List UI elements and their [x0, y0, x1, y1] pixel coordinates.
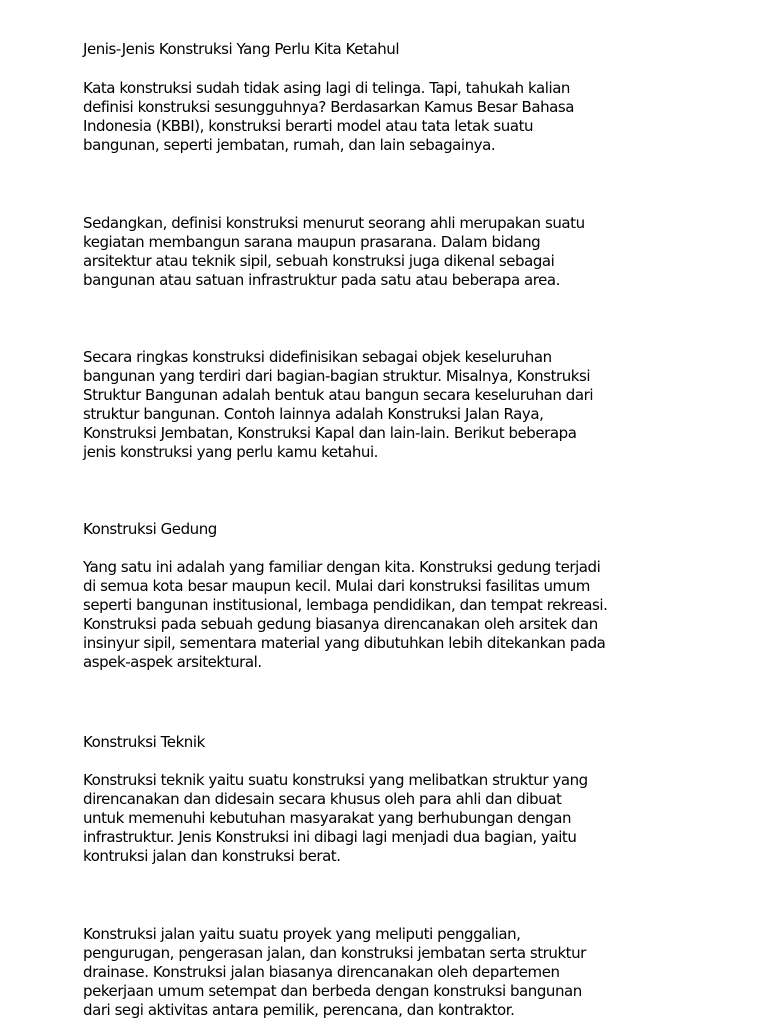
- paragraph-line: direncanakan dan didesain secara khusus oleh para ahli dan dibuat: [83, 790, 562, 808]
- paragraph-line: Secara ringkas konstruksi didefinisikan sebagai objek keseluruhan: [83, 348, 552, 366]
- paragraph-line: bangunan atau satuan infrastruktur pada satu atau beberapa area.: [83, 271, 560, 289]
- section-heading-gedung: Konstruksi Gedung: [83, 520, 217, 538]
- paragraph-line: bangunan yang terdiri dari bagian-bagian struktur. Misalnya, Konstruksi: [83, 367, 591, 385]
- paragraph-line: Kata konstruksi sudah tidak asing lagi di telinga. Tapi, tahukah kalian: [83, 79, 570, 97]
- paragraph-line: Konstruksi Jembatan, Konstruksi Kapal dan lain-lain. Berikut beberapa: [83, 424, 577, 442]
- paragraph-line: Konstruksi pada sebuah gedung biasanya direncanakan oleh arsitek dan: [83, 615, 598, 633]
- paragraph-line: infrastruktur. Jenis Konstruksi ini dibagi lagi menjadi dua bagian, yaitu: [83, 828, 577, 846]
- paragraph-line: kegiatan membangun sarana maupun prasarana. Dalam bidang: [83, 233, 541, 251]
- paragraph-line: Sedangkan, definisi konstruksi menurut seorang ahli merupakan suatu: [83, 214, 585, 232]
- paragraph-line: jenis konstruksi yang perlu kamu ketahui.: [83, 443, 378, 461]
- paragraph-line: Indonesia (KBBI), konstruksi berarti model atau tata letak suatu: [83, 117, 534, 135]
- document-title: Jenis-Jenis Konstruksi Yang Perlu Kita Ketahul: [83, 40, 400, 58]
- paragraph-line: struktur bangunan. Contoh lainnya adalah Konstruksi Jalan Raya,: [83, 405, 544, 423]
- paragraph-line: Konstruksi teknik yaitu suatu konstruksi yang melibatkan struktur yang: [83, 771, 588, 789]
- paragraph-line: aspek-aspek arsitektural.: [83, 653, 262, 671]
- paragraph-line: pekerjaan umum setempat dan berbeda dengan konstruksi bangunan: [83, 982, 582, 1000]
- paragraph-line: arsitektur atau teknik sipil, sebuah konstruksi juga dikenal sebagai: [83, 252, 555, 270]
- paragraph-line: drainase. Konstruksi jalan biasanya direncanakan oleh departemen: [83, 963, 560, 981]
- paragraph-line: pengurugan, pengerasan jalan, dan konstruksi jembatan serta struktur: [83, 944, 586, 962]
- section-heading-teknik: Konstruksi Teknik: [83, 733, 205, 751]
- paragraph-line: di semua kota besar maupun kecil. Mulai dari konstruksi fasilitas umum: [83, 577, 590, 595]
- paragraph-line: dari segi aktivitas antara pemilik, perencana, dan kontraktor.: [83, 1001, 515, 1019]
- paragraph-line: bangunan, seperti jembatan, rumah, dan lain sebagainya.: [83, 136, 496, 154]
- paragraph-line: Struktur Bangunan adalah bentuk atau bangun secara keseluruhan dari: [83, 386, 594, 404]
- paragraph-line: Konstruksi jalan yaitu suatu proyek yang meliputi penggalian,: [83, 925, 521, 943]
- paragraph-line: definisi konstruksi sesungguhnya? Berdasarkan Kamus Besar Bahasa: [83, 98, 575, 116]
- paragraph-line: kontruksi jalan dan konstruksi berat.: [83, 847, 341, 865]
- paragraph-line: insinyur sipil, sementara material yang dibutuhkan lebih ditekankan pada: [83, 634, 606, 652]
- paragraph-line: seperti bangunan institusional, lembaga pendidikan, dan tempat rekreasi.: [83, 596, 608, 614]
- paragraph-line: Yang satu ini adalah yang familiar dengan kita. Konstruksi gedung terjadi: [83, 558, 601, 576]
- paragraph-line: untuk memenuhi kebutuhan masyarakat yang berhubungan dengan: [83, 809, 572, 827]
